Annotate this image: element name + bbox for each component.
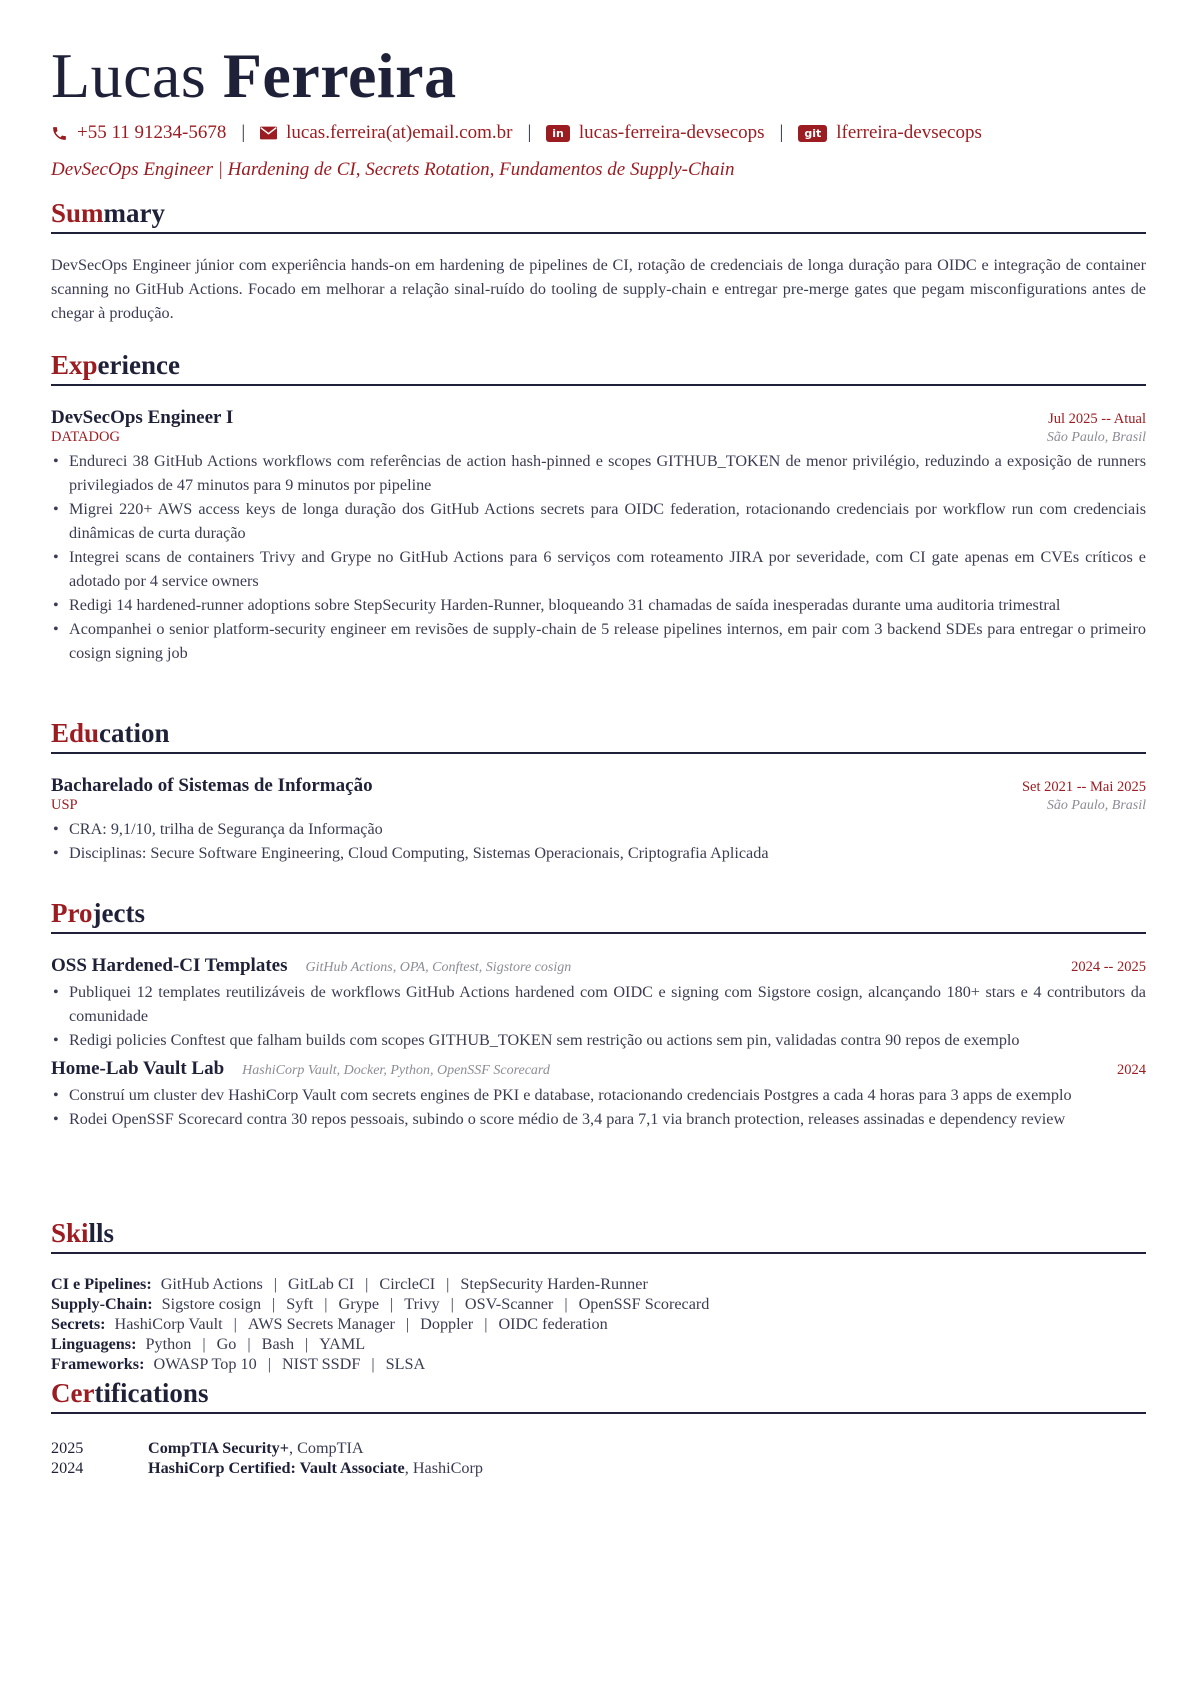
- skill-row: [51, 1354, 1146, 1374]
- phone-icon: [51, 125, 68, 142]
- list-item: • Integrei scans de containers Trivy and Grype no GitHub Actions para 6 serviços com roteamento JIRA por severidade, com CI gate apenas em CVEs críticos e adotado por 4 service owners: [51, 545, 1146, 593]
- project-entry: [51, 1058, 1146, 1131]
- linkedin-item[interactable]: [546, 122, 764, 144]
- list-item: • Migrei 220+ AWS access keys de longa duração dos GitHub Actions secrets para OIDC federation, rotacionando credenciais por workflow run com credenciais dinâmicas de curta duração: [51, 497, 1146, 545]
- certifications-section: [51, 1377, 1146, 1478]
- github-handle: lferreira-devsecops: [836, 122, 982, 143]
- skill-separator: |: [450, 1295, 454, 1313]
- linkedin-handle: lucas-ferreira-devsecops: [578, 122, 765, 143]
- list-item: • Rodei OpenSSF Scorecard contra 30 repos pessoais, subindo o score médio de 3,4 para 7,1 via branch protection, releases assinadas e dependency review: [51, 1107, 1146, 1131]
- skills-list: [51, 1274, 1146, 1374]
- skill-item: CircleCI: [379, 1275, 436, 1293]
- skill-separator: |: [247, 1335, 251, 1353]
- project-dates: 2024: [1117, 1062, 1146, 1078]
- section-title: Certifications: [51, 1377, 1146, 1414]
- skill-item: StepSecurity Harden-Runner: [460, 1275, 648, 1293]
- job-location: São Paulo, Brasil: [1046, 430, 1146, 445]
- skill-item: HashiCorp Vault: [114, 1315, 223, 1333]
- skill-item: Doppler: [420, 1315, 474, 1333]
- envelope-icon: [260, 126, 277, 140]
- education-bullets: [51, 817, 1146, 865]
- skill-separator: |: [324, 1295, 328, 1313]
- skill-separator: |: [202, 1335, 206, 1353]
- section-title: Education: [51, 717, 1146, 754]
- section-title: Skills: [51, 1217, 1146, 1254]
- skill-separator: |: [484, 1315, 488, 1333]
- skill-item: Bash: [261, 1335, 295, 1353]
- skill-separator: |: [446, 1275, 450, 1293]
- list-item: • CRA: 9,1/10, trilha de Segurança da Informação: [51, 817, 1146, 841]
- skill-item: Grype: [338, 1295, 379, 1313]
- project-entry: [51, 955, 1146, 1052]
- job-company: DATADOG: [51, 429, 120, 445]
- skill-item: Python: [145, 1335, 192, 1353]
- skill-row: [51, 1274, 1146, 1294]
- skill-row: [51, 1334, 1146, 1354]
- skill-separator: |: [272, 1295, 276, 1313]
- job-bullets: [51, 449, 1146, 665]
- skill-item: Go: [216, 1335, 237, 1353]
- cert-row: [51, 1458, 1146, 1478]
- project-dates: 2024 -- 2025: [1071, 959, 1146, 975]
- skill-separator: |: [405, 1315, 410, 1333]
- list-item: • Publiquei 12 templates reutilizáveis de workflows GitHub Actions hardened com OIDC e signing com Sigstore cosign, alcançando 180+ stars e 4 contributors da comunidade: [51, 980, 1146, 1028]
- cert-year: 2024: [51, 1459, 84, 1477]
- email-item[interactable]: [260, 122, 512, 144]
- skill-item: GitLab CI: [288, 1275, 355, 1293]
- contact-separator: |: [241, 122, 246, 143]
- degree-title: Bacharelado of Sistemas de Informação: [51, 775, 373, 796]
- section-title: Projects: [51, 897, 1146, 934]
- contact-separator: |: [527, 122, 532, 143]
- section-title: Summary: [51, 197, 1146, 234]
- github-item[interactable]: [798, 122, 982, 144]
- phone-number: +55 11 91234-5678: [77, 122, 227, 143]
- summary-text: DevSecOps Engineer júnior com experiência hands-on em hardening de pipelines de CI, rotação de credenciais de longa duração para OIDC e integração de container scanning no GitHub Actions. Focado em melhorar a relação sinal-ruído do tooling de supply-chain e entregar pre-merge gates que pegam misconfigurations antes de chegar à produção.: [51, 256, 1146, 322]
- skill-item: OIDC federation: [498, 1315, 608, 1333]
- skill-separator: |: [305, 1335, 309, 1353]
- list-item: • Acompanhei o senior platform-security engineer em revisões de supply-chain de 5 release pipelines internos, em pair com 3 backend SDEs para entregar o primeiro cosign signing job: [51, 617, 1146, 665]
- skill-item: YAML: [319, 1335, 366, 1353]
- github-icon: git: [798, 125, 827, 142]
- email-address: lucas.ferreira(at)email.com.br: [286, 122, 513, 143]
- skill-separator: |: [267, 1355, 271, 1373]
- phone-item[interactable]: [51, 122, 226, 144]
- skill-item: Sigstore cosign: [161, 1295, 262, 1313]
- skill-item: OpenSSF Scorecard: [578, 1295, 710, 1313]
- cert-issuer: , HashiCorp: [404, 1459, 483, 1477]
- linkedin-icon: in: [546, 125, 570, 142]
- tagline: DevSecOps Engineer | Hardening de CI, Secrets Rotation, Fundamentos de Supply-Chain: [51, 159, 735, 180]
- list-item: • Construí um cluster dev HashiCorp Vault com secrets engines de PKI e database, rotacionando credenciais Postgres a cada 4 horas para 3 apps de exemplo: [51, 1083, 1146, 1107]
- skill-separator: |: [273, 1275, 278, 1293]
- skill-item: Trivy: [404, 1295, 440, 1313]
- skill-category: Linguagens:: [51, 1335, 137, 1353]
- school-location: São Paulo, Brasil: [1046, 798, 1146, 813]
- cert-issuer: , CompTIA: [288, 1439, 364, 1457]
- education-dates: Set 2021 -- Mai 2025: [1021, 779, 1146, 795]
- contact-bar: [51, 120, 1146, 146]
- candidate-name: [51, 40, 1146, 112]
- experience-section: [51, 349, 1146, 665]
- skill-item: NIST SSDF: [281, 1355, 361, 1373]
- job-entry: [51, 407, 1146, 665]
- contact-separator: |: [779, 122, 784, 143]
- last-name: Ferreira: [222, 40, 457, 111]
- skill-category: Frameworks:: [51, 1355, 145, 1373]
- skill-category: Supply-Chain:: [51, 1295, 153, 1313]
- skill-item: Syft: [286, 1295, 314, 1313]
- projects-section: [51, 897, 1146, 1131]
- skill-separator: |: [564, 1295, 568, 1313]
- list-item: • Redigi 14 hardened-runner adoptions sobre StepSecurity Harden-Runner, bloqueando 31 chamadas de saída inesperadas durante uma auditoria trimestral: [51, 593, 1146, 617]
- cert-row: [51, 1438, 1146, 1458]
- job-dates: Jul 2025 -- Atual: [1048, 411, 1146, 427]
- skill-separator: |: [390, 1295, 394, 1313]
- job-title: DevSecOps Engineer I: [51, 407, 234, 428]
- project-tech: HashiCorp Vault, Docker, Python, OpenSSF Scorecard: [242, 1063, 550, 1078]
- section-title: Experience: [51, 349, 1146, 386]
- cert-name: HashiCorp Certified: Vault Associate: [148, 1459, 405, 1477]
- skill-category: Secrets:: [51, 1315, 106, 1333]
- cert-year: 2025: [51, 1439, 84, 1457]
- list-item: • Endureci 38 GitHub Actions workflows com referências de action hash-pinned e scopes GITHUB_TOKEN de menor privilégio, reduzindo a exposição de runners privilegiados de 47 minutos para 9 minutos por pipeline: [51, 449, 1146, 497]
- education-entry: [51, 775, 1146, 865]
- cert-name: CompTIA Security+: [148, 1439, 289, 1457]
- first-name: Lucas: [51, 40, 207, 111]
- education-section: [51, 717, 1146, 865]
- skill-row: [51, 1314, 1146, 1334]
- certifications-list: [51, 1438, 1146, 1478]
- project-name: OSS Hardened-CI Templates GitHub Actions, OPA, Conftest, Sigstore cosign: [51, 955, 572, 976]
- skill-separator: |: [365, 1275, 369, 1293]
- skill-separator: |: [371, 1355, 375, 1373]
- project-bullets: [51, 1083, 1146, 1131]
- project-tech: GitHub Actions, OPA, Conftest, Sigstore cosign: [305, 960, 572, 975]
- resume-page: [51, 40, 1146, 1477]
- summary-section: [51, 197, 1146, 325]
- list-item: • Disciplinas: Secure Software Engineering, Cloud Computing, Sistemas Operacionais, Criptografia Aplicada: [51, 841, 1146, 865]
- project-name: Home-Lab Vault Lab HashiCorp Vault, Docker, Python, OpenSSF Scorecard: [51, 1058, 550, 1079]
- skill-item: OSV-Scanner: [464, 1295, 554, 1313]
- school-name: USP: [51, 797, 78, 813]
- skills-section: [51, 1217, 1146, 1374]
- list-item: • Redigi policies Conftest que falham builds com scopes GITHUB_TOKEN sem restrição ou actions sem pin, validadas contra 90 repos de exemplo: [51, 1028, 1146, 1052]
- skill-item: SLSA: [385, 1355, 426, 1373]
- skill-row: [51, 1294, 1146, 1314]
- skill-item: OWASP Top 10: [153, 1355, 257, 1373]
- skill-item: GitHub Actions: [160, 1275, 263, 1293]
- skill-category: CI e Pipelines:: [51, 1275, 152, 1293]
- project-bullets: [51, 980, 1146, 1052]
- skill-separator: |: [233, 1315, 237, 1333]
- skill-item: AWS Secrets Manager: [247, 1315, 395, 1333]
